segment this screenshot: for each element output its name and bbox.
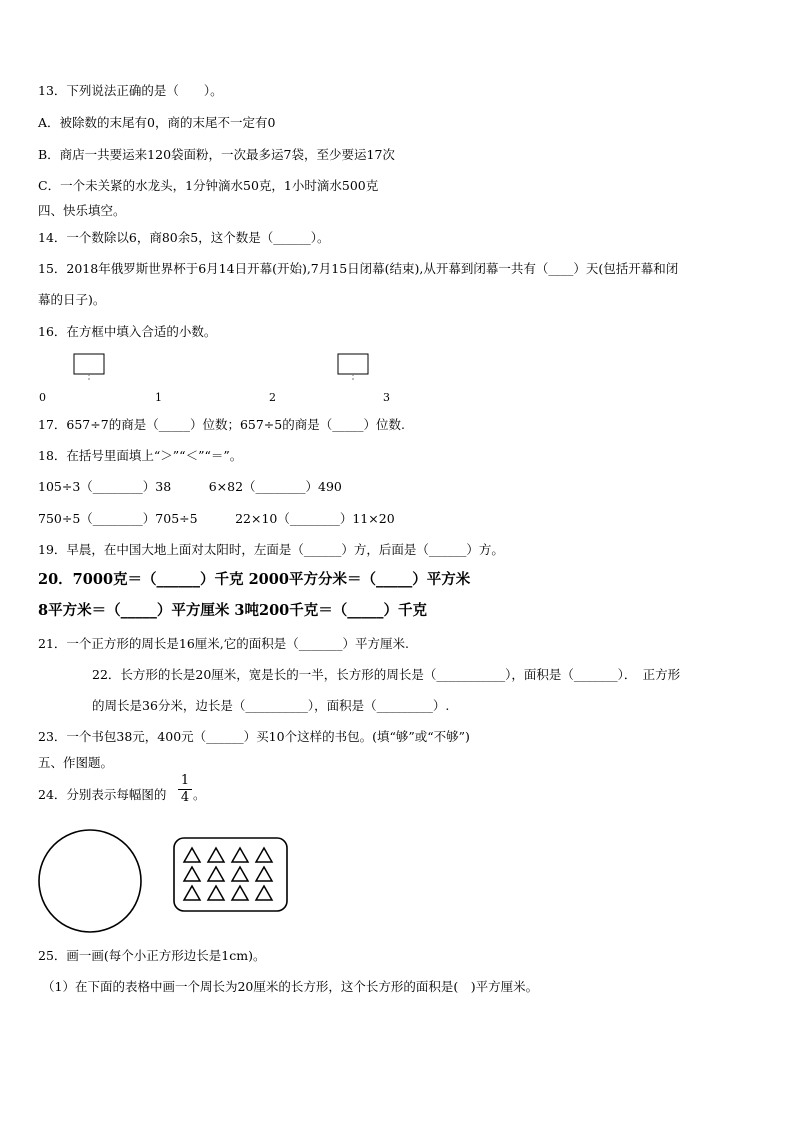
option-a: A．被除数的末尾有0，商的末尾不一定有0 xyxy=(38,115,276,130)
question-23: 23．一个书包38元，400元（______）买10个这样的书包。(填“够”或“不够”) xyxy=(38,729,470,744)
question-14: 14．一个数除以6，商80余5，这个数是（______）。 xyxy=(38,230,330,245)
question-25: 25．画一画(每个小正方形边长是1cm)。 xyxy=(38,948,266,963)
fraction-numerator: 1 xyxy=(180,773,190,788)
question-13: 13．下列说法正确的是（ ）。 xyxy=(38,83,223,98)
question-20-line2: 8平方米＝（_____）平方厘米 3吨200千克＝（_____）千克 xyxy=(38,602,427,619)
question-20-line1: 20．7000克＝（______）千克 2000平方分米＝（_____）平方米 xyxy=(38,571,471,588)
question-16: 16．在方框中填入合适的小数。 xyxy=(38,324,217,339)
tick-label-0: 0 xyxy=(39,391,46,404)
option-c: C．一个未关紧的水龙头，1分钟滴水50克，1小时滴水500克 xyxy=(38,178,379,193)
answer-box-1[interactable] xyxy=(74,354,104,374)
number-line-figure xyxy=(36,350,416,380)
question-19: 19．早晨，在中国大地上面对太阳时，左面是（______）方，后面是（______）方。 xyxy=(38,542,504,557)
question-17: 17．657÷7的商是（_____）位数；657÷5的商是（_____）位数. xyxy=(38,417,405,432)
option-b: B．商店一共要运来120袋面粉，一次最多运7袋，至少要运17次 xyxy=(38,147,395,162)
question-18: 18．在括号里面填上“＞”“＜”“＝”。 xyxy=(38,448,243,463)
question-15-line2: 幕的日子)。 xyxy=(38,292,106,307)
question-22-line1: 22．长方形的长是20厘米，宽是长的一半，长方形的周长是（___________），面积是（_______）． 正方形 xyxy=(92,667,681,682)
question-24-end: 。 xyxy=(193,787,206,802)
fraction-one-quarter xyxy=(178,774,192,805)
question-15-line1: 15．2018年俄罗斯世界杯于6月14日开幕(开始),7月15日闭幕(结束),从开幕到闭幕一共有（____）天(包括开幕和闭 xyxy=(38,261,679,276)
question-21: 21．一个正方形的周长是16厘米,它的面积是（_______）平方厘米. xyxy=(38,636,410,651)
tick-label-2: 2 xyxy=(269,391,276,404)
tick-label-1: 1 xyxy=(155,391,162,404)
section-5-heading: 五、作图题。 xyxy=(38,755,114,770)
question-22-line2: 的周长是36分米，边长是（__________），面积是（_________）. xyxy=(92,698,450,713)
circle-figure xyxy=(39,830,141,932)
fraction-denominator: 4 xyxy=(180,790,190,805)
section-4-heading: 四、快乐填空。 xyxy=(38,203,126,218)
tick-label-3: 3 xyxy=(383,391,390,404)
question-24: 24．分别表示每幅图的 xyxy=(38,787,167,802)
question-24-figures xyxy=(36,828,296,938)
answer-box-2[interactable] xyxy=(338,354,368,374)
question-18-row1: 105÷3（________）38 6×82（________）490 xyxy=(38,479,342,494)
question-25-part1: （1）在下面的表格中画一个周长为20厘米的长方形，这个长方形的面积是( )平方厘米。 xyxy=(42,979,539,994)
question-18-row2: 750÷5（________）705÷5 22×10（________）11×20 xyxy=(38,511,395,526)
